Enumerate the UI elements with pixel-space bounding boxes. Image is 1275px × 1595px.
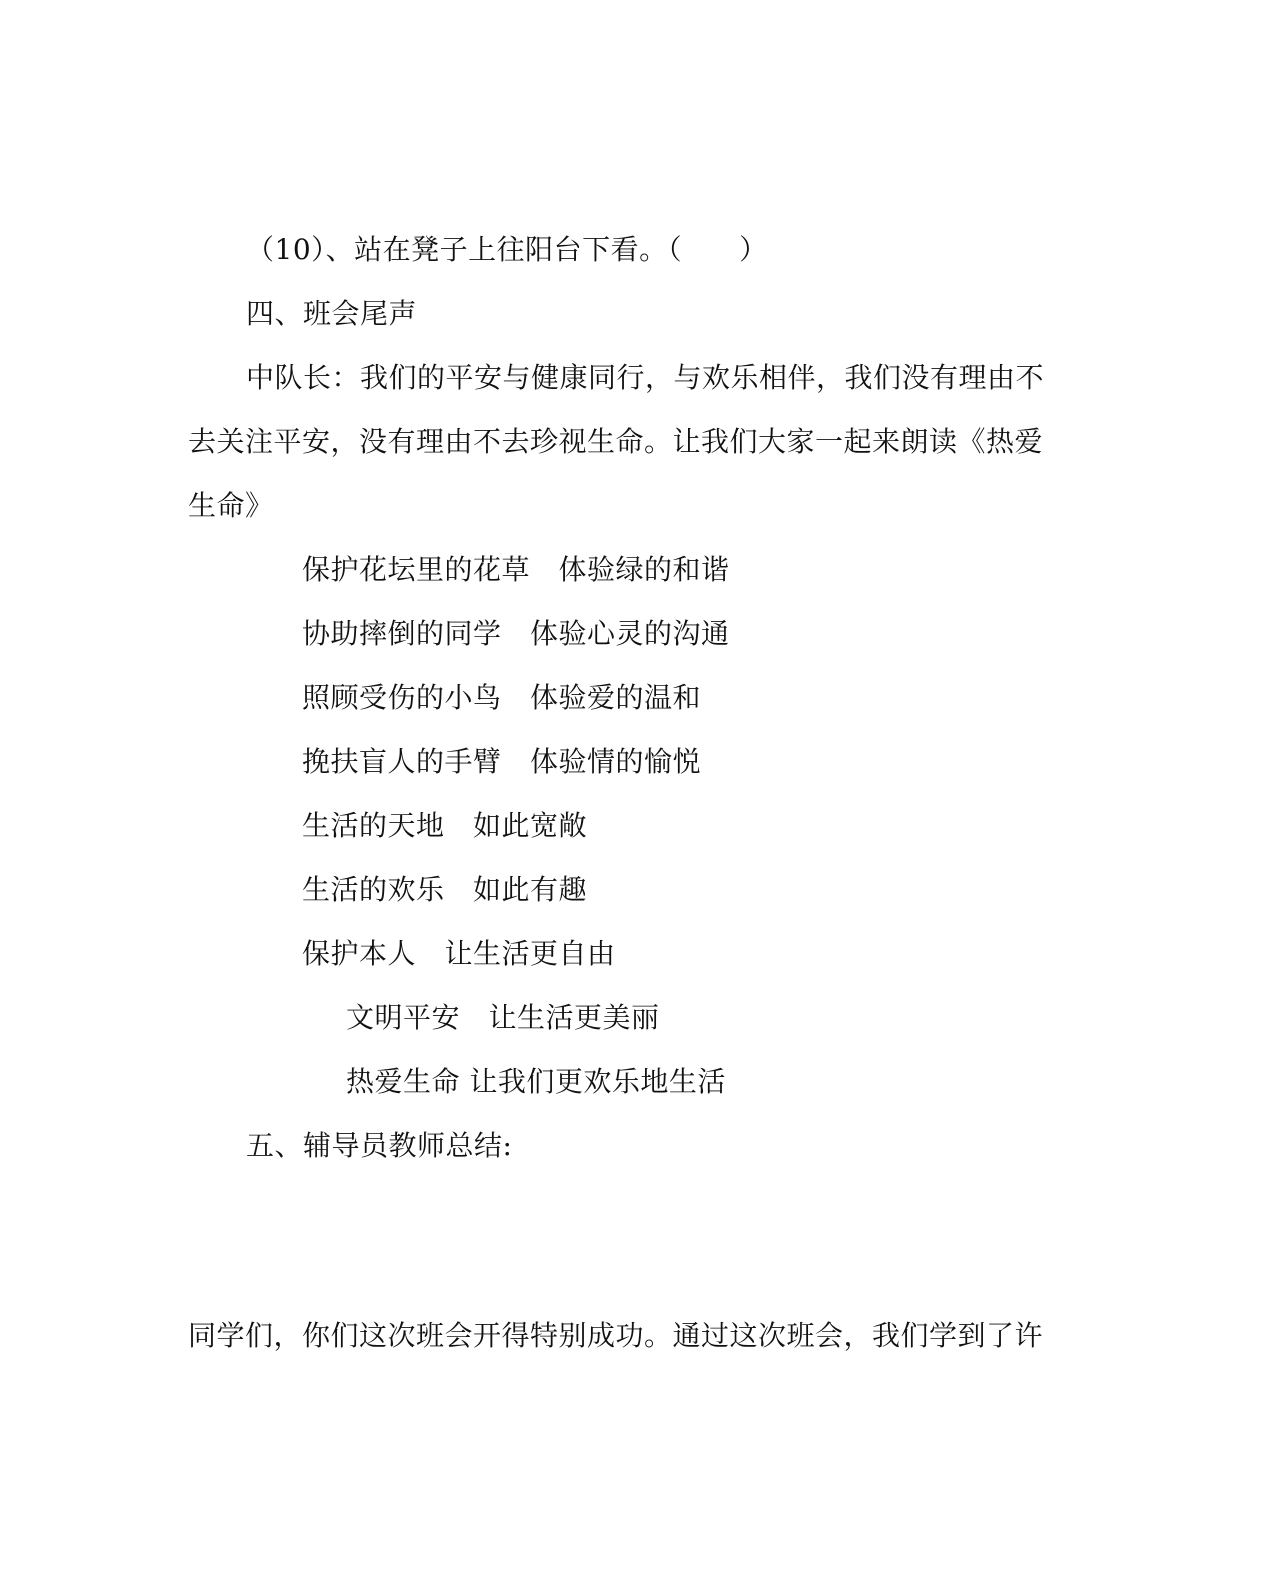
paragraph-line: 同学们，你们这次班会开得特别成功。通过这次班会，我们学到了许 [188,1319,1044,1352]
quiz-item-10: （10）、站在凳子上往阳台下看。（ ） [246,233,768,266]
poem-line: 热爱生命 让我们更欢乐地生活 [346,1065,726,1098]
poem-line: 生活的欢乐 如此有趣 [302,873,588,906]
poem-line: 挽扶盲人的手臂 体验情的愉悦 [302,745,702,778]
paragraph-line: 中队长：我们的平安与健康同行，与欢乐相伴，我们没有理由不 [246,361,1045,394]
paragraph-line: 生命》 [188,489,274,522]
section-heading-4: 四、班会尾声 [246,297,418,330]
section-heading-5: 五、辅导员教师总结: [246,1129,513,1162]
poem-line: 生活的天地 如此宽敞 [302,809,588,842]
poem-line: 保护本人 让生活更自由 [302,937,616,970]
paragraph-line: 去关注平安，没有理由不去珍视生命。让我们大家一起来朗读《热爱 [188,425,1044,458]
poem-line: 照顾受伤的小鸟 体验爱的温和 [302,681,702,714]
poem-line: 协助摔倒的同学 体验心灵的沟通 [302,617,730,650]
poem-line: 文明平安 让生活更美丽 [346,1001,660,1034]
poem-line: 保护花坛里的花草 体验绿的和谐 [302,553,730,586]
